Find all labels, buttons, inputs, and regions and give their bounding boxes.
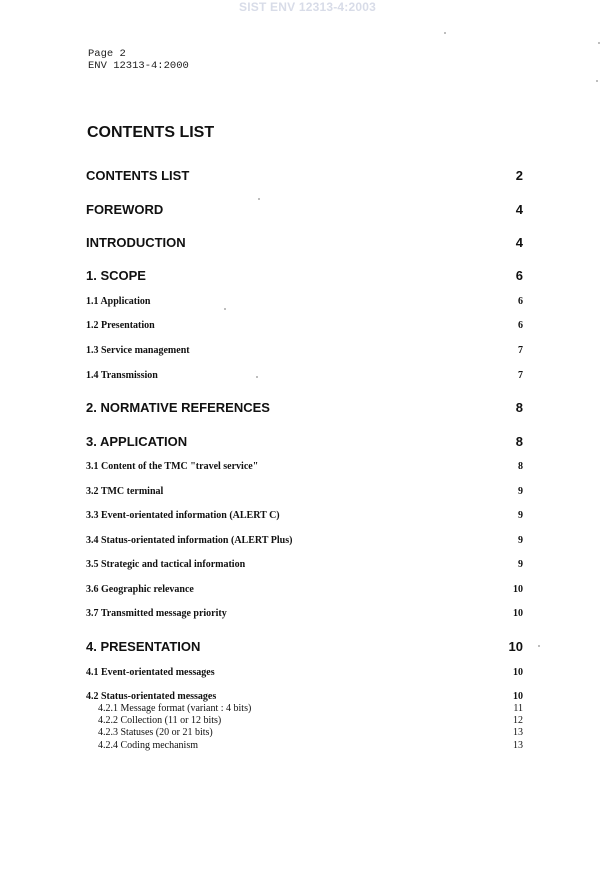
toc-page: 6 (518, 320, 523, 331)
toc-page: 10 (513, 584, 523, 595)
toc-label: 1. SCOPE (86, 268, 146, 283)
toc-page: 8 (518, 461, 523, 472)
toc-label: 4.2.4 Coding mechanism (98, 740, 198, 751)
toc-entry[interactable] (86, 535, 523, 546)
toc-page: 6 (515, 268, 523, 283)
toc-page: 9 (518, 486, 523, 497)
toc-entry[interactable] (86, 667, 523, 678)
toc-entry[interactable] (86, 296, 523, 307)
scan-speck (538, 645, 540, 647)
watermark: SIST ENV 12313-4:2003 (239, 0, 376, 14)
toc-label: 3.4 Status-orientated information (ALERT Plus) (86, 535, 293, 546)
toc-page: 12 (513, 715, 523, 726)
toc-label: 1.1 Application (86, 296, 151, 307)
toc-page: 10 (513, 608, 523, 619)
toc-page: 10 (513, 667, 523, 678)
toc-entry[interactable] (86, 510, 523, 521)
toc-entry[interactable] (86, 345, 523, 356)
toc-entry[interactable] (98, 703, 523, 714)
toc-entry[interactable] (86, 639, 523, 654)
toc-label: 3.5 Strategic and tactical information (86, 559, 246, 570)
toc-label: 4. PRESENTATION (86, 639, 201, 654)
toc-label: 3.3 Event-orientated information (ALERT C) (86, 510, 280, 521)
toc-page: 8 (515, 434, 523, 449)
toc-page: 7 (518, 370, 523, 381)
toc-label: 1.2 Presentation (86, 320, 155, 331)
toc-entry[interactable] (98, 740, 523, 751)
toc-entry[interactable] (86, 400, 523, 415)
toc-label: 4.2.3 Statuses (20 or 21 bits) (98, 727, 213, 738)
toc-page: 4 (515, 202, 523, 217)
toc-entry[interactable] (86, 434, 523, 449)
toc-label: 4.2 Status-orientated messages (86, 691, 217, 702)
toc-entry[interactable] (86, 486, 523, 497)
toc-label: 4.2.1 Message format (variant : 4 bits) (98, 703, 252, 714)
scan-speck (258, 198, 260, 200)
toc-page: 13 (513, 727, 523, 738)
toc-label: 3.7 Transmitted message priority (86, 608, 227, 619)
scan-speck (224, 308, 226, 310)
scan-speck (256, 376, 258, 378)
toc-page: 9 (518, 559, 523, 570)
toc-entry[interactable] (86, 168, 523, 183)
toc-entry[interactable] (86, 559, 523, 570)
toc-page: 4 (515, 235, 523, 250)
toc-entry[interactable] (86, 608, 523, 619)
toc-label: 3.6 Geographic relevance (86, 584, 194, 595)
toc-label: 4.2.2 Collection (11 or 12 bits) (98, 715, 222, 726)
toc-entry[interactable] (86, 268, 523, 283)
toc-page: 8 (515, 400, 523, 415)
toc-entry[interactable] (86, 691, 523, 702)
toc-label: INTRODUCTION (86, 235, 186, 250)
toc-entry[interactable] (86, 235, 523, 250)
toc-entry[interactable] (98, 715, 523, 726)
toc-page: 6 (518, 296, 523, 307)
scan-speck (596, 80, 598, 82)
toc-page: 11 (513, 703, 523, 714)
toc-label: 4.1 Event-orientated messages (86, 667, 215, 678)
toc-page: 9 (518, 535, 523, 546)
toc-label: CONTENTS LIST (86, 168, 190, 183)
scan-speck (444, 32, 446, 34)
toc-label: 1.3 Service management (86, 345, 190, 356)
toc-label: FOREWORD (86, 202, 164, 217)
toc-page: 2 (515, 168, 523, 183)
toc-label: 1.4 Transmission (86, 370, 158, 381)
toc-label: 3.1 Content of the TMC "travel service" (86, 461, 259, 472)
document-id: ENV 12313-4:2000 (88, 60, 189, 72)
toc-entry[interactable] (86, 320, 523, 331)
toc-page: 7 (518, 345, 523, 356)
toc-entry[interactable] (86, 202, 523, 217)
toc-entry[interactable] (98, 727, 523, 738)
toc-entry[interactable] (86, 584, 523, 595)
toc-page: 10 (508, 639, 523, 654)
toc-label: 2. NORMATIVE REFERENCES (86, 400, 270, 415)
toc-page: 9 (518, 510, 523, 521)
page-number: Page 2 (88, 48, 126, 60)
toc-page: 10 (513, 691, 523, 702)
toc-label: 3.2 TMC terminal (86, 486, 164, 497)
scan-speck (598, 42, 600, 44)
toc-entry[interactable] (86, 461, 523, 472)
toc-page: 13 (513, 740, 523, 751)
toc-entry[interactable] (86, 370, 523, 381)
page-title: CONTENTS LIST (87, 124, 215, 141)
toc-label: 3. APPLICATION (86, 434, 188, 449)
